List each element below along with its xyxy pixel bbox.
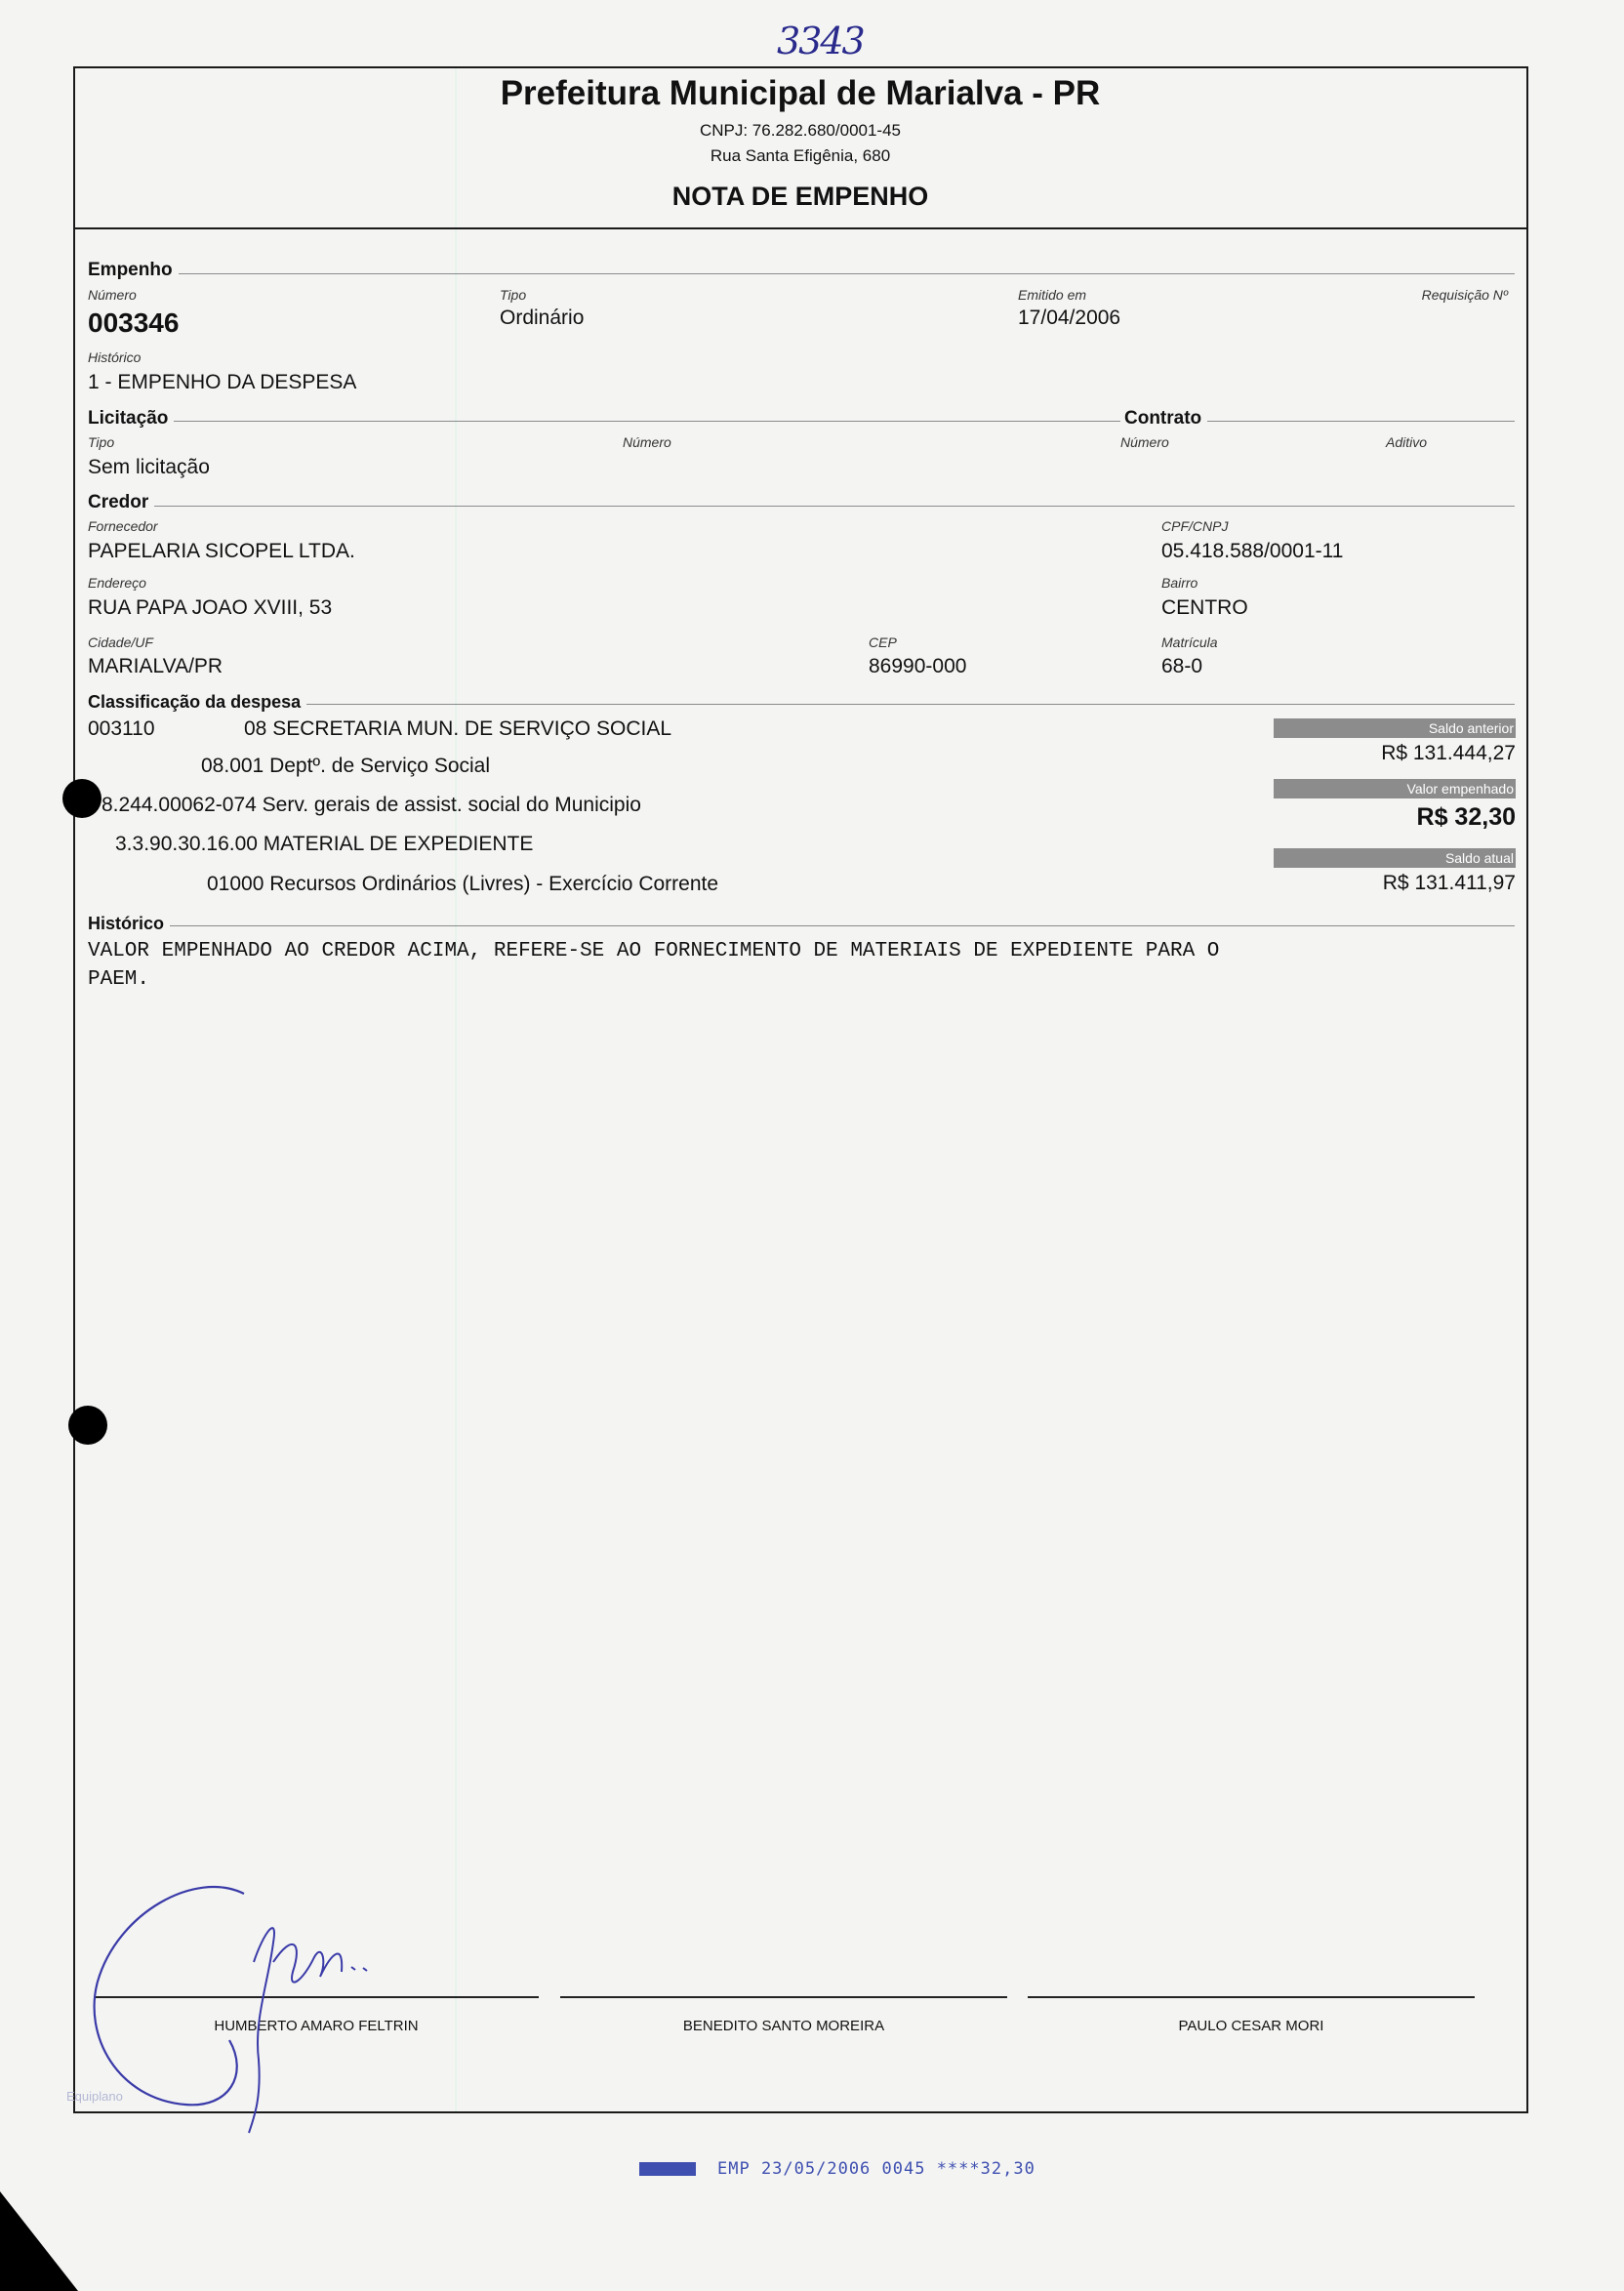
licitacao-rule bbox=[88, 421, 1515, 422]
scan-corner-shadow bbox=[0, 2191, 78, 2291]
classificacao-departamento: 08.001 Deptº. de Serviço Social bbox=[201, 755, 491, 777]
header-divider bbox=[73, 227, 1528, 229]
historico-line-1: VALOR EMPENHADO AO CREDOR ACIMA, REFERE-SE AO FORNECIMENTO DE MATERIAIS DE EXPEDIENTE PARA O bbox=[88, 940, 1220, 962]
cpf-cnpj-label: CPF/CNPJ bbox=[1161, 518, 1229, 534]
licitacao-section-title: Licitação bbox=[88, 408, 174, 430]
classificacao-secretaria: 08 SECRETARIA MUN. DE SERVIÇO SOCIAL bbox=[244, 717, 672, 740]
signature-line-2 bbox=[560, 1996, 1007, 1998]
classificacao-recurso: 01000 Recursos Ordinários (Livres) - Exercício Corrente bbox=[207, 873, 719, 895]
valor-empenhado-label: Valor empenhado bbox=[1274, 779, 1516, 798]
bairro-label: Bairro bbox=[1161, 575, 1198, 591]
contrato-aditivo-label: Aditivo bbox=[1386, 434, 1428, 450]
historico-rule bbox=[88, 925, 1515, 926]
protocol-stamp-text: EMP 23/05/2006 0045 ****32,30 bbox=[717, 2159, 1035, 2179]
classificacao-section-title: Classificação da despesa bbox=[88, 692, 306, 713]
saldo-atual-value: R$ 131.411,97 bbox=[1382, 872, 1516, 894]
matricula-label: Matrícula bbox=[1161, 634, 1218, 650]
licitacao-tipo-label: Tipo bbox=[88, 434, 115, 450]
empenho-section-title: Empenho bbox=[88, 260, 179, 281]
saldo-atual-label: Saldo atual bbox=[1274, 848, 1516, 868]
empenho-historico: 1 - EMPENHO DA DESPESA bbox=[88, 371, 357, 393]
signatory-1: HUMBERTO AMARO FELTRIN bbox=[214, 2018, 419, 2034]
empenho-tipo: Ordinário bbox=[500, 307, 585, 329]
valor-empenhado-value: R$ 32,30 bbox=[1416, 803, 1516, 831]
municipality-title: Prefeitura Municipal de Marialva - PR bbox=[500, 74, 1101, 112]
empenho-numero: 003346 bbox=[88, 307, 180, 338]
classificacao-funcional: 8.244.00062-074 Serv. gerais de assist. social do Municipio bbox=[102, 794, 641, 816]
empenho-rule bbox=[88, 273, 1515, 274]
cnpj-line: CNPJ: 76.282.680/0001-45 bbox=[699, 121, 902, 140]
credor-rule bbox=[88, 506, 1515, 507]
empenho-tipo-label: Tipo bbox=[500, 287, 527, 303]
fornecedor-name: PAPELARIA SICOPEL LTDA. bbox=[88, 540, 355, 562]
classificacao-natureza: 3.3.90.30.16.00 MATERIAL DE EXPEDIENTE bbox=[115, 833, 534, 855]
fornecedor-label: Fornecedor bbox=[88, 518, 158, 534]
licitacao-numero-label: Número bbox=[623, 434, 671, 450]
empenho-numero-label: Número bbox=[88, 287, 137, 303]
endereco-value: RUA PAPA JOAO XVIII, 53 bbox=[88, 596, 333, 619]
cidade-label: Cidade/UF bbox=[88, 634, 153, 650]
historico-line-2: PAEM. bbox=[88, 968, 150, 991]
stamp-mark bbox=[639, 2162, 696, 2176]
software-watermark: Equiplano bbox=[66, 2089, 123, 2104]
emitido-label: Emitido em bbox=[1018, 287, 1087, 303]
matricula-value: 68-0 bbox=[1161, 655, 1203, 677]
address-line: Rua Santa Efigênia, 680 bbox=[710, 146, 891, 165]
contrato-section-title: Contrato bbox=[1120, 408, 1207, 430]
empenho-historico-label: Histórico bbox=[88, 349, 142, 365]
handwritten-page-number: 3343 bbox=[777, 20, 864, 62]
document-title: NOTA DE EMPENHO bbox=[671, 182, 929, 211]
cpf-cnpj-value: 05.418.588/0001-11 bbox=[1161, 540, 1344, 562]
saldo-anterior-value: R$ 131.444,27 bbox=[1381, 742, 1516, 764]
emitido-date: 17/04/2006 bbox=[1018, 307, 1121, 329]
signatory-3: PAULO CESAR MORI bbox=[1178, 2018, 1324, 2034]
bairro-value: CENTRO bbox=[1161, 596, 1248, 619]
requisicao-label: Requisição Nº bbox=[1421, 287, 1508, 303]
cidade-value: MARIALVA/PR bbox=[88, 655, 223, 677]
signatory-2: BENEDITO SANTO MOREIRA bbox=[682, 2018, 885, 2034]
cep-value: 86990-000 bbox=[869, 655, 967, 677]
credor-section-title: Credor bbox=[88, 492, 154, 513]
punch-hole-bottom bbox=[68, 1406, 107, 1445]
punch-hole-top bbox=[62, 779, 102, 818]
saldo-anterior-label: Saldo anterior bbox=[1274, 718, 1516, 738]
historico-section-title: Histórico bbox=[88, 914, 170, 934]
licitacao-tipo: Sem licitação bbox=[88, 456, 210, 478]
classificacao-code: 003110 bbox=[88, 717, 155, 740]
protocol-stamp bbox=[639, 2159, 1035, 2179]
signature-line-3 bbox=[1028, 1996, 1475, 1998]
contrato-numero-label: Número bbox=[1120, 434, 1169, 450]
cep-label: CEP bbox=[869, 634, 897, 650]
endereco-label: Endereço bbox=[88, 575, 146, 591]
